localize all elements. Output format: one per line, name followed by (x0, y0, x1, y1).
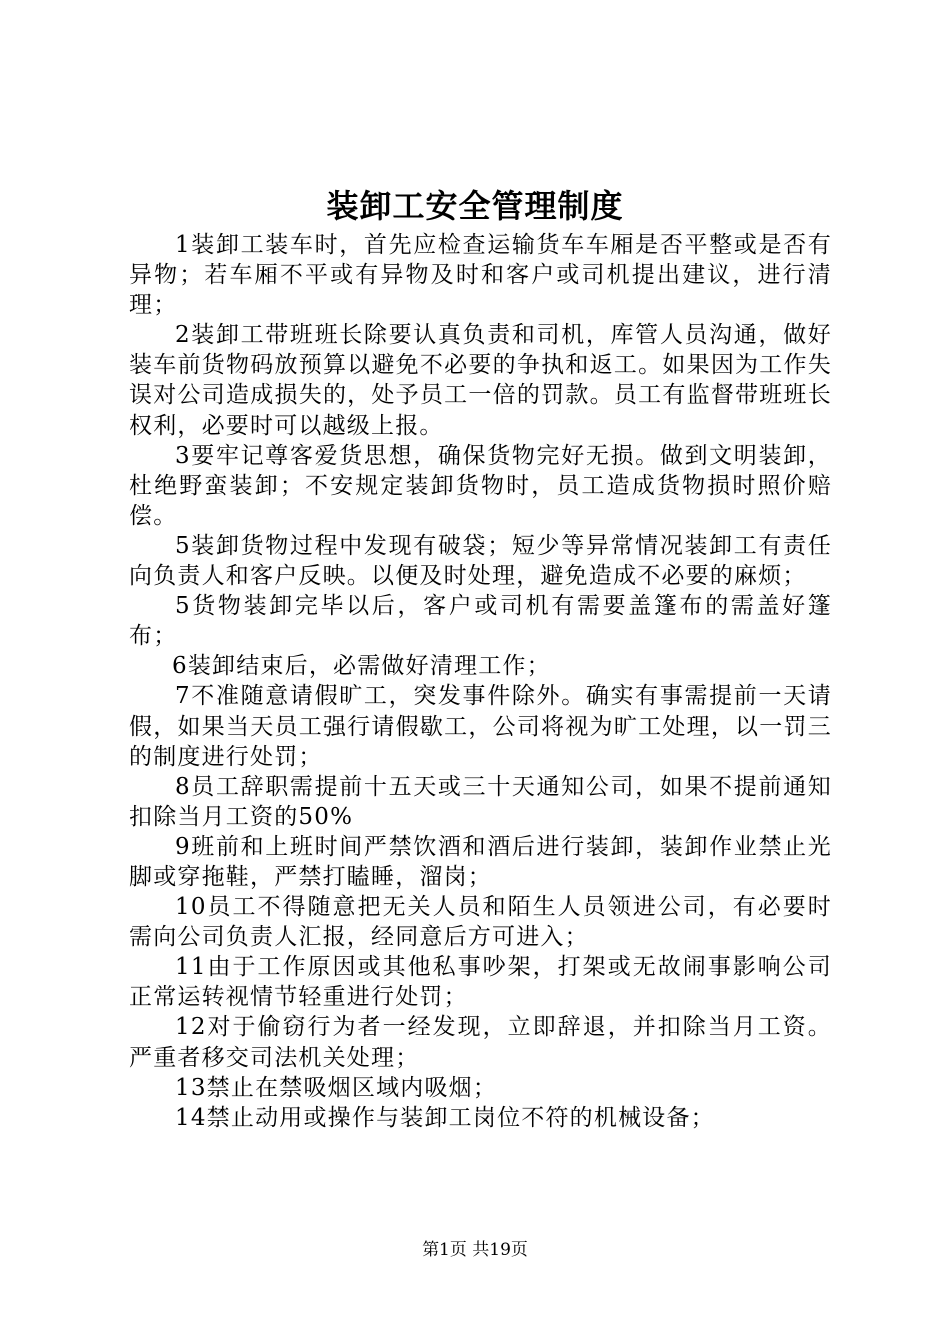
paragraph-6: 6装卸结束后，必需做好清理工作； (172, 653, 551, 680)
paragraph-10: 10员工不得随意把无关人员和陌生人员领进公司，有必要时需向公司负责人汇报，经同意后方可进入； (129, 894, 832, 951)
paragraph-7: 7不准随意请假旷工，突发事件除外。确实有事需提前一天请假，如果当天员工强行请假歇工，公司将视为旷工处理，以一罚三的制度进行处罚； (129, 683, 832, 770)
document-body (129, 230, 832, 1133)
paragraph-9: 9班前和上班时间严禁饮酒和酒后进行装卸，装卸作业禁止光脚或穿拖鞋，严禁打瞌睡，溜岗； (129, 833, 832, 890)
paragraph-11: 11由于工作原因或其他私事吵架，打架或无故闹事影响公司正常运转视情节轻重进行处罚； (129, 954, 832, 1011)
paragraph-4: 5装卸货物过程中发现有破袋；短少等异常情况装卸工有责任向负责人和客户反映。以便及时处理，避免造成不必要的麻烦； (129, 532, 832, 590)
paragraph-5: 5货物装卸完毕以后，客户或司机有需要盖篷布的需盖好篷布； (129, 593, 832, 650)
paragraph-14: 14禁止动用或操作与装卸工岗位不符的机械设备； (175, 1104, 715, 1131)
paragraph-1: 1装卸工装车时，首先应检查运输货车车厢是否平整或是否有异物；若车厢不平或有异物及时和客户或司机提出建议，进行清理； (129, 232, 832, 319)
paragraph-13: 13禁止在禁吸烟区域内吸烟； (175, 1074, 498, 1101)
paragraph-2: 2装卸工带班班长除要认真负责和司机，库管人员沟通，做好装车前货物码放预算以避免不必要的争执和返工。如果因为工作失误对公司造成损失的，处予员工一倍的罚款。员工有监督带班班长权利，必要时可以越级上报。 (129, 322, 832, 439)
page-footer: 第1页 共19页 (422, 1240, 528, 1260)
paragraph-8: 8员工辞职需提前十五天或三十天通知公司，如果不提前通知扣除当月工资的50% (129, 773, 832, 830)
paragraph-3: 3要牢记尊客爱货思想，确保货物完好无损。做到文明装卸，杜绝野蛮装卸；不安规定装卸货物时，员工造成货物损时照价赔偿。 (129, 442, 832, 529)
paragraph-12: 12对于偷窃行为者一经发现，立即辞退，并扣除当月工资。严重者移交司法机关处理； (129, 1014, 832, 1071)
document-title: 装卸工安全管理制度 (326, 187, 624, 225)
